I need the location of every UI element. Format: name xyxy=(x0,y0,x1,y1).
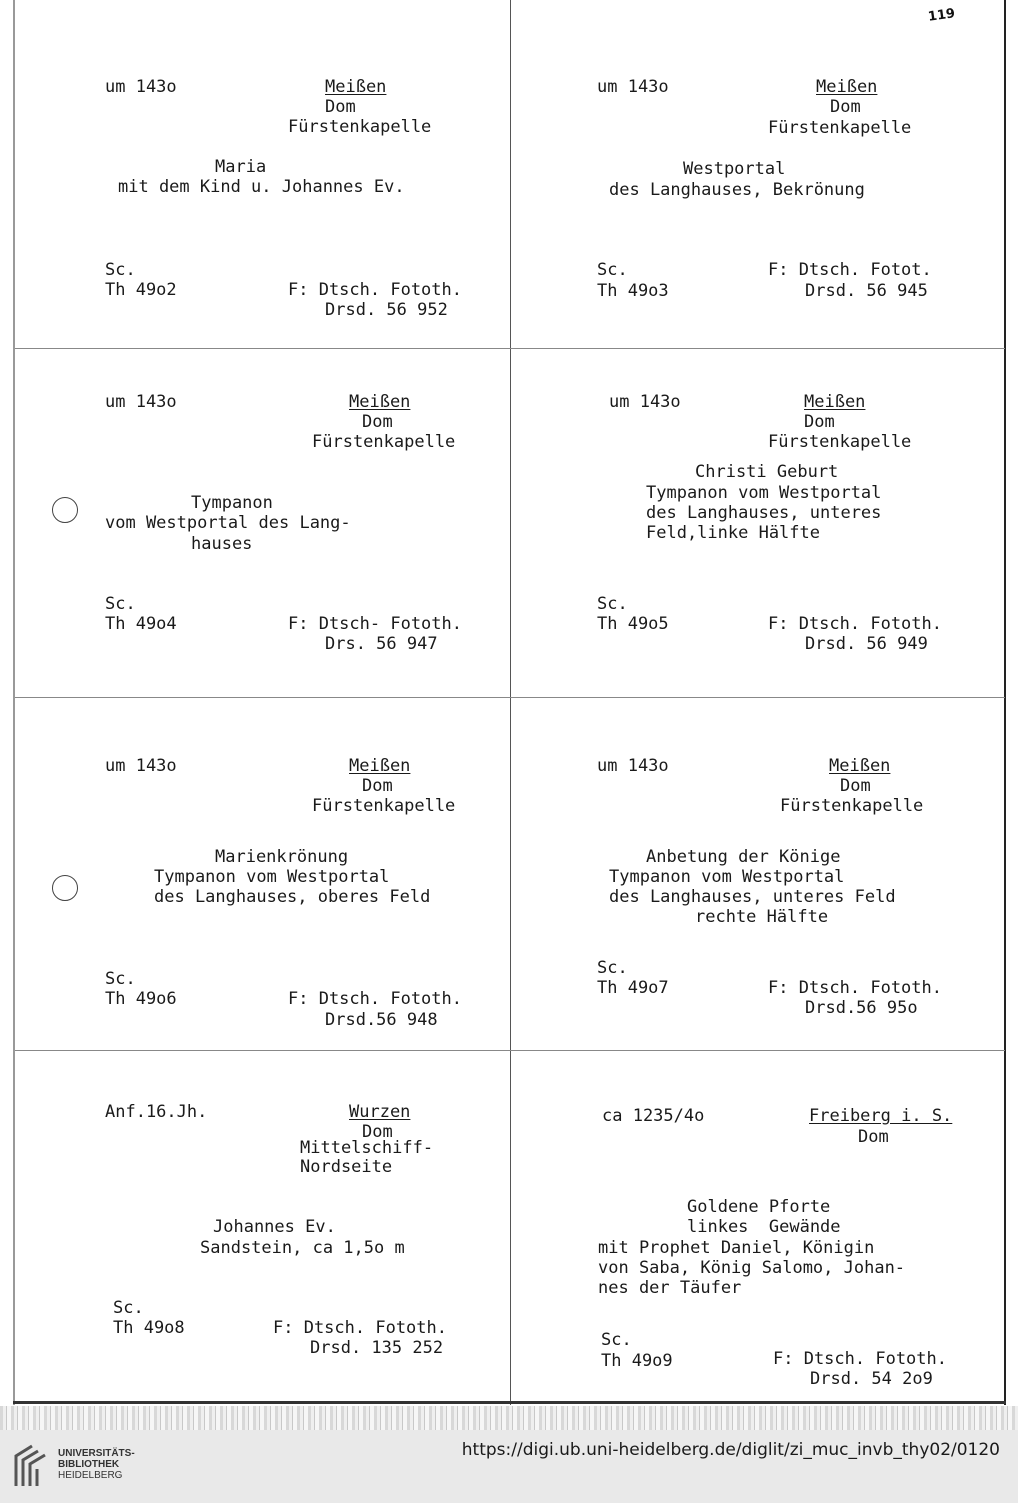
card-date: um 143o xyxy=(105,77,177,97)
card-sc: Sc. xyxy=(601,1330,632,1350)
card-desc-line: Sandstein, ca 1,5o m xyxy=(200,1238,405,1258)
card-site: Dom xyxy=(858,1127,889,1147)
card-desc-line: Tympanon vom Westportal xyxy=(646,483,882,503)
scan-edge-strip xyxy=(0,1406,1018,1430)
card-desc-line: Marienkrönung xyxy=(215,847,349,867)
card-th: Th 49o3 xyxy=(597,281,669,301)
library-footer xyxy=(0,1430,1018,1503)
card-th: Th 49o7 xyxy=(597,978,669,998)
page-edge-left xyxy=(13,0,15,1405)
card-desc-line: Tympanon xyxy=(191,493,273,513)
card-th: Th 49o4 xyxy=(105,614,177,634)
card-source: F: Dtsch. Fototh. xyxy=(768,978,942,998)
card-date: um 143o xyxy=(597,756,669,776)
card-sc: Sc. xyxy=(105,969,136,989)
card-source-number: Drsd.56 95o xyxy=(805,998,918,1018)
card-location: Fürstenkapelle xyxy=(768,432,912,452)
card-site: Dom xyxy=(325,97,356,117)
card-location: Fürstenkapelle xyxy=(780,796,924,816)
library-name xyxy=(58,1448,135,1481)
card-location: Fürstenkapelle xyxy=(288,117,432,137)
card-place: Meißen xyxy=(349,756,411,776)
card-date: Anf.16.Jh. xyxy=(105,1102,208,1122)
card-place: Wurzen xyxy=(349,1102,411,1122)
card-source: F: Dtsch. Fototh. xyxy=(273,1318,447,1338)
card-source: F: Dtsch. Fototh. xyxy=(288,989,462,1009)
card-sc: Sc. xyxy=(105,594,136,614)
card-date: ca 1235/4o xyxy=(602,1106,705,1126)
university-library-logo-icon xyxy=(12,1442,50,1490)
card-desc-line: von Saba, König Salomo, Johan- xyxy=(598,1258,906,1278)
card-sc: Sc. xyxy=(597,260,628,280)
card-date: um 143o xyxy=(597,77,669,97)
card-th: Th 49o9 xyxy=(601,1351,673,1371)
card-desc-line: des Langhauses, unteres Feld xyxy=(609,887,896,907)
card-th: Th 49o6 xyxy=(105,989,177,1009)
card-source-number: Drsd. 54 2o9 xyxy=(810,1369,933,1389)
card-place: Meißen xyxy=(804,392,866,412)
card-desc-line: rechte Hälfte xyxy=(695,907,829,927)
card-desc-line: mit dem Kind u. Johannes Ev. xyxy=(118,177,405,197)
card-desc-line: des Langhauses, unteres xyxy=(646,503,882,523)
source-url[interactable]: https://digi.ub.uni-heidelberg.de/diglit/zi_muc_invb_thy02/0120 xyxy=(461,1440,1000,1460)
card-desc-line: nes der Täufer xyxy=(598,1278,742,1298)
card-place: Meißen xyxy=(349,392,411,412)
page-edge-bottom xyxy=(13,1401,1006,1404)
card-source-number: Drs. 56 947 xyxy=(325,634,438,654)
card-desc-line: Christi Geburt xyxy=(695,462,839,482)
card-source: F: Dtsch. Fototh. xyxy=(768,614,942,634)
punch-hole xyxy=(52,497,78,523)
card-th: Th 49o5 xyxy=(597,614,669,634)
card-sc: Sc. xyxy=(597,958,628,978)
card-desc-line: des Langhauses, Bekrönung xyxy=(609,180,865,200)
row-divider xyxy=(15,348,1005,349)
card-site: Dom xyxy=(362,1122,393,1142)
card-desc-line: Feld,linke Hälfte xyxy=(646,523,820,543)
card-source-number: Drsd. 56 952 xyxy=(325,300,448,320)
card-location: Fürstenkapelle xyxy=(312,796,456,816)
card-site: Dom xyxy=(830,97,861,117)
library-name-line: BIBLIOTHEK xyxy=(58,1459,120,1470)
card-desc-line: Johannes Ev. xyxy=(213,1217,336,1237)
card-desc-line: vom Westportal des Lang- xyxy=(105,513,351,533)
row-divider xyxy=(15,1050,1005,1051)
card-source-number: Drsd. 56 945 xyxy=(805,281,928,301)
card-place: Meißen xyxy=(325,77,387,97)
card-source: F: Dtsch. Fotot. xyxy=(768,260,932,280)
library-name-line: UNIVERSITÄTS- xyxy=(58,1448,135,1459)
card-desc-line: Anbetung der Könige xyxy=(646,847,841,867)
card-source-number: Drsd.56 948 xyxy=(325,1010,438,1030)
card-location-line2: Nordseite xyxy=(300,1157,393,1177)
card-desc-line: linkes Gewände xyxy=(687,1217,841,1237)
card-th: Th 49o8 xyxy=(113,1318,185,1338)
card-date: um 143o xyxy=(105,392,177,412)
column-divider xyxy=(510,0,511,1405)
card-sc: Sc. xyxy=(113,1298,144,1318)
card-desc-line: Tympanon vom Westportal xyxy=(609,867,845,887)
card-site: Dom xyxy=(362,776,393,796)
card-site: Dom xyxy=(804,412,835,432)
page-number: 119 xyxy=(927,6,957,25)
card-desc-line: Maria xyxy=(215,157,267,177)
card-source: F: Dtsch- Fototh. xyxy=(288,614,462,634)
card-th: Th 49o2 xyxy=(105,280,177,300)
card-desc-line: mit Prophet Daniel, Königin xyxy=(598,1238,875,1258)
card-source-number: Drsd. 56 949 xyxy=(805,634,928,654)
card-desc-line: hauses xyxy=(191,534,253,554)
card-date: um 143o xyxy=(105,756,177,776)
card-source: F: Dtsch. Fototh. xyxy=(773,1349,947,1369)
card-desc-line: des Langhauses, oberes Feld xyxy=(154,887,431,907)
card-source-number: Drsd. 135 252 xyxy=(310,1338,444,1358)
library-name-line: HEIDELBERG xyxy=(58,1470,123,1481)
card-desc-line: Tympanon vom Westportal xyxy=(154,867,390,887)
card-location: Fürstenkapelle xyxy=(312,432,456,452)
card-site: Dom xyxy=(362,412,393,432)
card-sc: Sc. xyxy=(597,594,628,614)
punch-hole xyxy=(52,875,78,901)
card-place: Freiberg i. S. xyxy=(809,1106,953,1126)
card-desc-line: Goldene Pforte xyxy=(687,1197,831,1217)
card-place: Meißen xyxy=(829,756,891,776)
card-place: Meißen xyxy=(816,77,878,97)
card-site: Dom xyxy=(840,776,871,796)
card-date: um 143o xyxy=(609,392,681,412)
row-divider xyxy=(15,697,1005,698)
card-desc-line: Westportal xyxy=(683,159,786,179)
card-source: F: Dtsch. Fototh. xyxy=(288,280,462,300)
card-location: Mittelschiff- xyxy=(300,1138,434,1158)
card-location: Fürstenkapelle xyxy=(768,118,912,138)
card-sc: Sc. xyxy=(105,260,136,280)
page-edge-right xyxy=(1004,0,1006,1405)
